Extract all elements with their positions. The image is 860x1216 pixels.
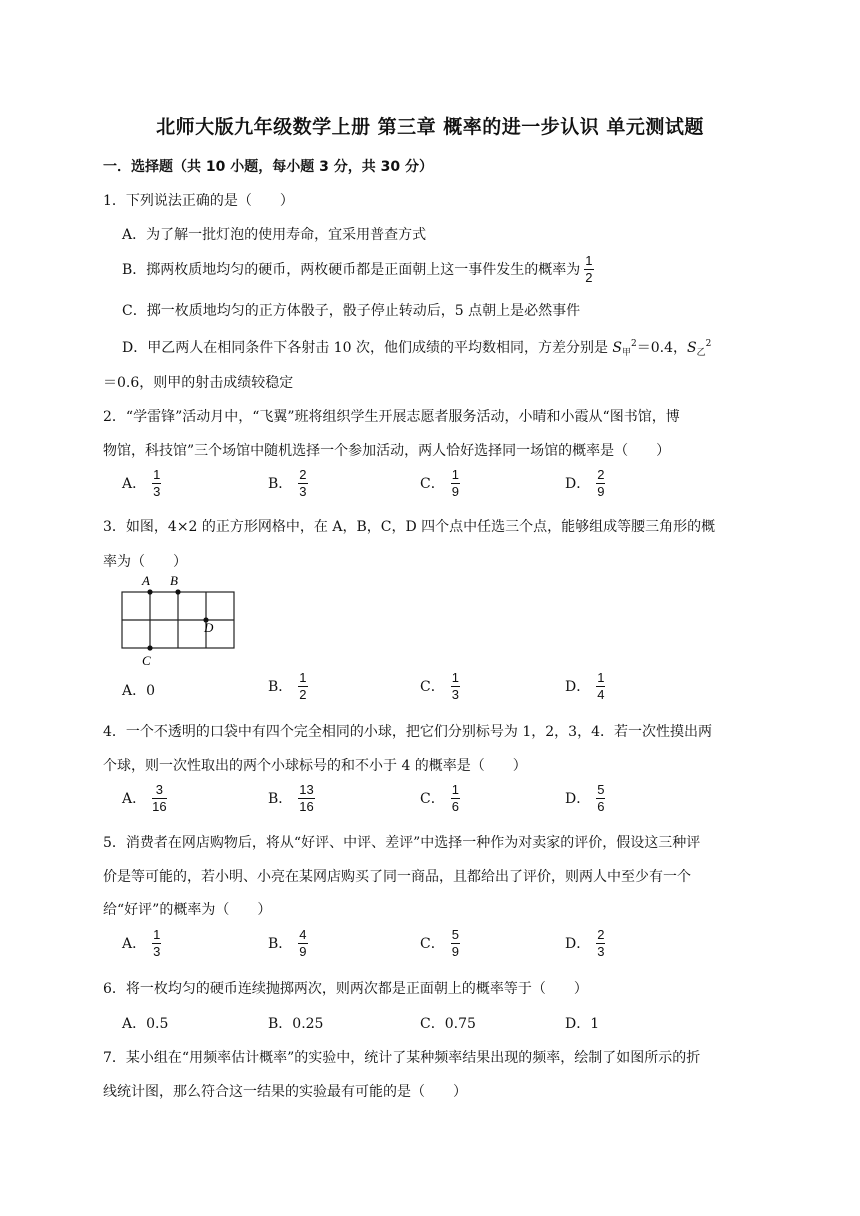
- fraction-denominator: 3: [153, 943, 161, 959]
- point-b: [175, 589, 180, 594]
- q4-option-b: [268, 783, 315, 813]
- q5-option-c: [420, 928, 460, 958]
- q3-stem-line2: 率为（ ）: [103, 554, 187, 570]
- fraction-denominator: 3: [451, 686, 459, 702]
- fraction-denominator: 9: [597, 483, 605, 499]
- q5-option-a: [122, 928, 161, 958]
- q3-option-c: [420, 671, 460, 701]
- q1-stem: 1．下列说法正确的是（ ）: [103, 193, 294, 209]
- q5-stem-line1: 5．消费者在网店购物后，将从“好评、中评、差评”中选择一种作为对卖家的评价，假设这三种评: [103, 835, 701, 851]
- option-fraction: [298, 468, 307, 498]
- q3-grid-figure: [118, 570, 242, 670]
- variance-exponent: 2: [705, 339, 712, 349]
- q2-stem-line1: 2．“学雷锋”活动月中，“飞翼”班将组织学生开展志愿者服务活动，小晴和小霞从“图书馆，博: [103, 409, 680, 425]
- option-label: C．: [420, 476, 445, 493]
- option-label: D．: [565, 476, 591, 493]
- variance-subscript-jia: 甲: [621, 348, 631, 358]
- option-fraction: [298, 671, 307, 701]
- q6-option-a: A．0.5: [122, 1016, 169, 1032]
- fraction-numerator: 5: [451, 927, 459, 942]
- option-fraction: [152, 928, 161, 958]
- q3-option-a: [122, 680, 155, 700]
- option-label: C．: [420, 936, 445, 953]
- fraction-denominator: 2: [299, 686, 307, 702]
- option-label: D．: [565, 936, 591, 953]
- fraction-numerator: 2: [299, 467, 307, 482]
- fraction-numerator: 5: [597, 782, 605, 797]
- fraction-denominator: 6: [597, 798, 605, 814]
- fraction-denominator: 9: [451, 943, 459, 959]
- variance-exponent: 2: [631, 339, 637, 349]
- grid-lines: [122, 592, 234, 648]
- option-fraction: [596, 928, 605, 958]
- q6-stem: 6．将一枚均匀的硬币连续抛掷两次，则两次都是正面朝上的概率等于（ ）: [103, 981, 588, 997]
- variance-symbol: S: [612, 340, 622, 356]
- variance-symbol: S: [687, 340, 697, 356]
- q4-stem-line2: 个球，则一次性取出的两个小球标号的和不小于 4 的概率是（ ）: [103, 758, 527, 774]
- variance-jia-value: ＝0.4，: [636, 340, 687, 356]
- q6-option-c: C．0.75: [420, 1016, 476, 1032]
- option-fraction: [451, 468, 460, 498]
- label-a: A: [142, 573, 150, 588]
- section-heading: 一．选择题（共 10 小题，每小题 3 分，共 30 分）: [103, 159, 433, 175]
- q3-option-b: [268, 671, 308, 701]
- fraction-numerator: 1: [451, 782, 459, 797]
- option-fraction: [451, 783, 460, 813]
- fraction-numerator: 1: [299, 670, 307, 685]
- page-title: 北师大版九年级数学上册 第三章 概率的进一步认识 单元测试题: [156, 116, 704, 138]
- fraction-denominator: 16: [152, 798, 167, 814]
- fraction-denominator: 9: [451, 483, 459, 499]
- q1-option-d-text: D．甲乙两人在相同条件下各射击 10 次，他们成绩的平均数相同，方差分别是: [122, 340, 613, 356]
- option-fraction: [152, 468, 161, 498]
- fraction-denominator: 16: [299, 798, 314, 814]
- fraction-numerator: 4: [299, 927, 307, 942]
- option-fraction: [152, 783, 166, 813]
- q6-option-b: B．0.25: [268, 1016, 324, 1032]
- option-label: D．: [565, 679, 591, 696]
- fraction-denominator: 3: [299, 483, 307, 499]
- q3-option-d: [565, 671, 605, 701]
- fraction-denominator: 6: [451, 798, 459, 814]
- fraction-numerator: 1: [597, 670, 605, 685]
- q1-option-b-fraction: [584, 254, 593, 284]
- q5-stem-line3: 给“好评”的概率为（ ）: [103, 902, 272, 918]
- option-label: A．: [122, 936, 147, 953]
- fraction-numerator: 1: [153, 467, 161, 482]
- q3-stem-line1: 3．如图，4×2 的正方形网格中，在 A，B，C，D 四个点中任选三个点，能够组成等腰三角形的概: [103, 519, 716, 535]
- fraction-denominator: 4: [597, 686, 605, 702]
- label-d: D: [204, 620, 214, 635]
- q1-option-b: [122, 254, 594, 284]
- q1-option-d-line2: ＝0.6，则甲的射击成绩较稳定: [103, 375, 294, 391]
- label-c: C: [142, 653, 151, 668]
- option-label: A．: [122, 476, 147, 493]
- fraction-numerator: 13: [299, 782, 314, 797]
- q7-stem-line1: 7．某小组在“用频率估计概率”的实验中，统计了某种频率结果出现的频率，绘制了如图所示的折: [103, 1050, 701, 1066]
- q1-option-d-line1: [122, 337, 711, 358]
- fraction-denominator: 3: [597, 943, 605, 959]
- q1-option-b-text: B．掷两枚质地均匀的硬币，两枚硬币都是正面朝上这一事件发生的概率为: [122, 262, 581, 279]
- point-c: [147, 645, 152, 650]
- option-label: A．: [122, 791, 147, 808]
- q4-option-a: [122, 783, 167, 813]
- q7-stem-line2: 线统计图，那么符合这一结果的实验最有可能的是（ ）: [103, 1084, 467, 1100]
- option-fraction: [596, 671, 605, 701]
- option-label: B．: [268, 936, 293, 953]
- fraction-denominator: 3: [153, 483, 161, 499]
- option-fraction: [596, 468, 605, 498]
- option-fraction: [596, 783, 605, 813]
- q5-option-b: [268, 928, 308, 958]
- q4-option-c: [420, 783, 460, 813]
- option-fraction: [298, 928, 307, 958]
- fraction-numerator: 1: [451, 467, 459, 482]
- option-label: D．: [565, 791, 591, 808]
- q2-stem-line2: 物馆，科技馆”三个场馆中随机选择一个参加活动，两人恰好选择同一场馆的概率是（ ）: [103, 443, 671, 459]
- option-fraction: [451, 671, 460, 701]
- label-b: B: [170, 573, 178, 588]
- option-text: A．0: [122, 683, 156, 699]
- q4-stem-line1: 4．一个不透明的口袋中有四个完全相同的小球，把它们分别标号为 1，2，3，4．若一次性摸出两: [103, 724, 712, 740]
- fraction-numerator: 3: [155, 782, 163, 797]
- point-a: [147, 589, 152, 594]
- option-label: B．: [268, 476, 293, 493]
- option-fraction: [451, 928, 460, 958]
- q2-option-b: [268, 468, 308, 498]
- option-label: C．: [420, 679, 445, 696]
- q5-option-d: [565, 928, 605, 958]
- q2-option-a: [122, 468, 161, 498]
- fraction-numerator: 1: [153, 927, 161, 942]
- q5-stem-line2: 价是等可能的，若小明、小亮在某网店购买了同一商品，且都给出了评价，则两人中至少有一个: [103, 869, 691, 885]
- q1-option-a: A．为了解一批灯泡的使用寿命，宜采用普查方式: [122, 227, 427, 243]
- fraction-numerator: 2: [597, 927, 605, 942]
- fraction-numerator: 1: [451, 670, 459, 685]
- q2-option-d: [565, 468, 605, 498]
- q1-option-c: C．掷一枚质地均匀的正方体骰子，骰子停止转动后，5 点朝上是必然事件: [122, 303, 581, 319]
- q2-option-c: [420, 468, 460, 498]
- option-fraction: [298, 783, 314, 813]
- fraction-numerator: 2: [597, 467, 605, 482]
- q4-option-d: [565, 783, 605, 813]
- option-label: B．: [268, 679, 293, 696]
- fraction-numerator: 1: [585, 253, 593, 268]
- option-label: C．: [420, 791, 445, 808]
- option-label: B．: [268, 791, 293, 808]
- fraction-denominator: 9: [299, 943, 307, 959]
- fraction-denominator: 2: [585, 269, 593, 285]
- variance-subscript-yi: 乙: [696, 348, 706, 358]
- q6-option-d: D．1: [565, 1016, 600, 1032]
